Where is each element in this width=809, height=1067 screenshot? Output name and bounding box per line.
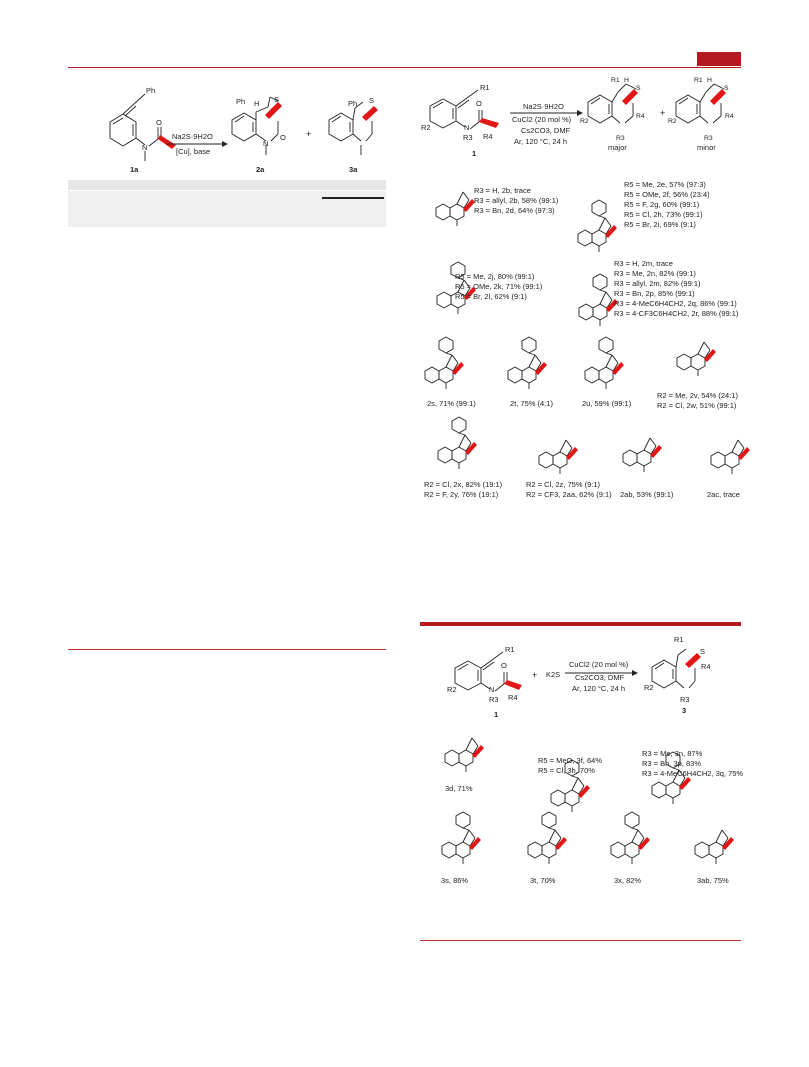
entry-2b-line3: R3 = Bn, 2d, 64% (97:3) [474,206,555,215]
scheme2-r2: R2 [421,123,431,132]
scheme3-cond2: Cs2CO3, DMF [575,673,625,682]
major-r2: R2 [580,118,589,125]
entry-3f-line1: R5 = MeO, 3f, 64% [538,756,602,765]
compound-label-1a: 1a [130,165,139,174]
scheme2-cond2: CuCl2 (20 mol %) [512,115,572,124]
entry-3s: 3s, 86% [441,876,469,885]
entry-2e-line5: R5 = Br, 2i, 69% (9:1) [624,220,696,229]
scheme3-cond1: CuCl2 (20 mol %) [569,660,629,669]
entry-2m-line2: R3 = Me, 2n, 82% (99:1) [614,269,696,278]
entry-3f-line2: R5 = Cl, 3h, 70% [538,766,595,775]
struct-2ac [711,440,750,474]
minor-r3: R3 [704,135,713,142]
entry-2ac: 2ac, trace [707,490,740,499]
entry-3d: 3d, 71% [445,784,473,793]
struct-2b [436,192,475,226]
compound-2a-n: N [263,139,269,148]
major-s: S [636,85,641,92]
entry-2ab: 2ab, 53% (99:1) [620,490,674,499]
entry-2e-line2: R5 = OMe, 2f, 56% (23:4) [624,190,710,199]
struct-3ab [695,830,734,864]
struct-3t [528,812,567,864]
compound-label-3a: 3a [349,165,358,174]
scheme2-cond1: Na2S·9H2O [523,102,564,111]
entry-2u: 2u, 59% (99:1) [582,399,632,408]
entry-2z-line2: R2 = CF3, 2aa, 62% (9:1) [526,490,612,499]
entry-2m-line5: R3 = 4-MeC6H4CH2, 2q, 86% (99:1) [614,299,737,308]
entry-2v-line1: R2 = Me, 2v, 54% (24:1) [657,391,738,400]
minor-label: minor [697,143,716,152]
scheme3-top-bar [420,622,741,626]
entry-2e-line3: R5 = F, 2g, 60% (99:1) [624,200,700,209]
struct-3d [445,738,484,772]
scheme3-product-r4: R4 [701,662,711,671]
major-h: H [624,77,629,84]
struct-2s [425,337,464,389]
entry-3n-line3: R3 = 4-MeC6H4CH2, 3q, 75% [642,769,744,778]
scheme3-r1: R1 [505,645,515,654]
minor-h: H [707,77,712,84]
entry-3n-line2: R3 = Bn, 3p, 83% [642,759,701,768]
scheme2-r4: R4 [483,132,493,141]
scheme2-r1: R1 [480,83,490,92]
struct-2e [578,200,617,252]
compound-2a-ph: Ph [236,97,246,106]
entry-2b-line1: R3 = H, 2b, trace [474,186,531,195]
compound-3a-ph: Ph [348,99,358,108]
major-r1: R1 [611,77,620,84]
minor-s: S [724,85,729,92]
compound-label-1-scheme3: 1 [494,710,499,719]
scheme3-product-r1: R1 [674,635,684,644]
major-r3: R3 [616,135,625,142]
entry-2j-line2: R5 = OMe, 2k, 71% (99:1) [455,282,543,291]
struct-2m [579,274,618,326]
entry-2z-line1: R2 = Cl, 2z, 75% (9:1) [526,480,600,489]
entry-2m-line3: R3 = allyl, 2m, 82% (99:1) [614,279,701,288]
entry-2v-line2: R2 = Cl, 2w, 51% (99:1) [657,401,737,410]
struct-2v [677,342,716,376]
entry-2b-line2: R3 = allyl, 2b, 58% (99:1) [474,196,559,205]
scheme2-cond3: Cs2CO3, DMF [521,126,571,135]
struct-3s [442,812,481,864]
entry-2t: 2t, 75% (4:1) [510,399,553,408]
scheme1-plus: + [306,129,312,139]
scheme1-ph-label: Ph [146,86,156,95]
entry-2m-line1: R3 = H, 2m, trace [614,259,673,268]
scheme2-r3: R3 [463,133,473,142]
compound-2a-o: O [280,133,286,142]
compound-label-3: 3 [682,706,687,715]
scheme3-r2: R2 [447,685,457,694]
compound-label-1: 1 [472,149,477,158]
scheme3-r4: R4 [508,693,518,702]
scheme3-r3: R3 [489,695,499,704]
struct-2z [539,440,578,474]
scheme3-product-s: S [700,647,706,656]
compound-label-2a: 2a [256,165,265,174]
scheme2-o: O [476,99,482,108]
scheme2-plus: + [660,108,666,118]
major-label: major [608,143,627,152]
struct-3x [611,812,650,864]
entry-2j-line1: R5 = Me, 2j, 80% (99:1) [455,272,535,281]
scheme2-cond4: Ar, 120 °C, 24 h [514,137,568,146]
entry-3t: 3t, 70% [530,876,556,885]
scheme3-cond3: Ar, 120 °C, 24 h [572,684,626,693]
scheme1-reagent-top: Na2S·9H2O [172,132,213,141]
entry-2m-line6: R3 = 4-CF3C6H4CH2, 2r, 88% (99:1) [614,309,739,318]
entry-2e-line1: R5 = Me, 2e, 57% (97:3) [624,180,706,189]
scheme3-product-structure [0,0,1,1]
struct-2x [438,417,477,469]
entry-3x: 3x, 82% [614,876,642,885]
scheme1-n-label: N [142,143,148,152]
struct-2ab [623,438,662,472]
compound-3a-s: S [369,96,375,105]
entry-3ab: 3ab, 75% [697,876,729,885]
scheme3-product-r3: R3 [680,695,690,704]
scheme3-n: N [489,685,495,694]
minor-r1: R1 [694,77,703,84]
scheme3-plus: + [532,670,538,680]
scheme3-reagent: K2S [546,670,561,679]
minor-r2: R2 [668,118,677,125]
entry-2x-line1: R2 = Cl, 2x, 82% (19:1) [424,480,503,489]
entry-2x-line2: R2 = F, 2y, 76% (19:1) [424,490,499,499]
compound-2a-h: H [254,99,260,108]
scheme1-reagent-bottom: [Cu], base [176,147,211,156]
struct-2t [508,337,547,389]
entry-3n-line1: R3 = Me, 3n, 87% [642,749,703,758]
struct-2u [585,337,624,389]
entry-2s: 2s, 71% (99:1) [427,399,476,408]
scheme3-o: O [501,661,507,670]
compound-2a-s: S [274,95,280,104]
scheme3-product-r2: R2 [644,683,654,692]
major-r4: R4 [636,113,645,120]
minor-r4: R4 [725,113,734,120]
scheme3-bottom-rule [420,940,741,941]
scheme1-o-label: O [156,118,162,127]
entry-2j-line3: R5 = Br, 2l, 62% (9:1) [455,292,527,301]
entry-2m-line4: R3 = Bn, 2p, 85% (99:1) [614,289,695,298]
entry-2e-line4: R5 = Cl, 2h, 73% (99:1) [624,210,703,219]
scheme2-n: N [464,123,470,132]
